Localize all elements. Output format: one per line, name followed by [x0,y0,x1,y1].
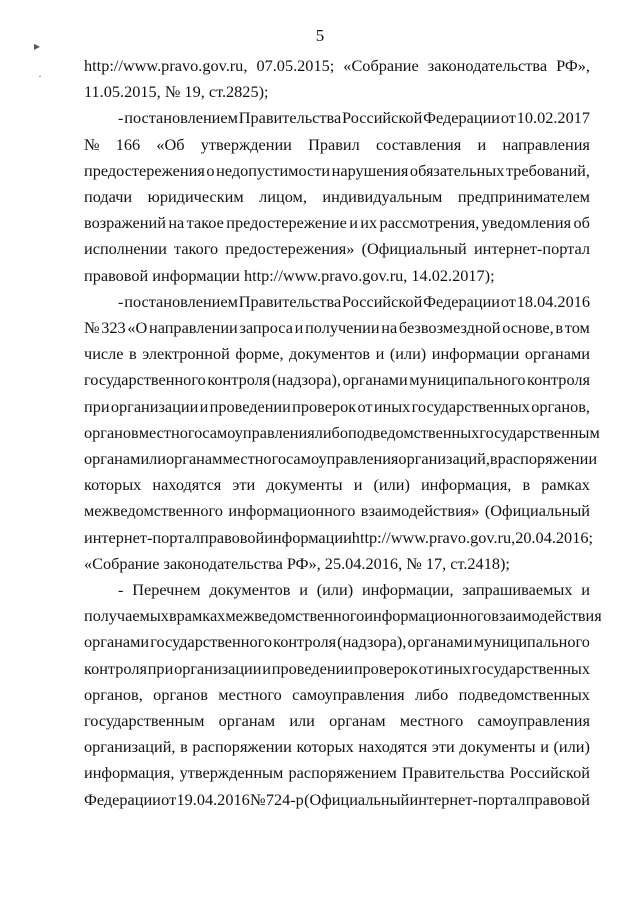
word: информационного [228,501,356,521]
word: муниципального [473,632,590,652]
word: рамках [541,475,590,495]
word: от [418,658,434,678]
word: 18.04.2016 [516,291,590,311]
word: документы [459,737,536,757]
word: в [180,737,188,757]
word: утверждении [200,134,292,154]
word: местного [218,684,282,704]
word: от [500,108,516,128]
word: 14.02.2017); [411,265,495,285]
word: получаемых [84,606,169,626]
word: форме, [235,344,284,364]
word: такого [174,239,219,259]
word: утвержденным [179,763,284,783]
word: либо [414,684,449,704]
word: и [349,213,358,233]
word: от [500,291,516,311]
word: Правительства [238,108,342,128]
word: от [357,396,373,416]
word: контроля [84,658,147,678]
word: органам [218,711,276,730]
word: (или) [389,344,427,364]
word: (надзора), [337,632,407,652]
word: 25.04.2016, [324,553,407,573]
word: «Собрание [84,553,164,573]
text-line [84,187,590,207]
word: и [375,344,385,364]
word: о [206,160,215,180]
text-line [84,554,590,574]
word: электронной [142,344,230,364]
word: в [168,606,177,626]
word: органам [84,449,141,468]
word: на [381,318,398,337]
text-line [84,239,590,259]
word: № [164,82,185,102]
word: постановлением [124,108,238,128]
word: индивидуальным [322,187,443,206]
word: информации, [361,580,454,599]
word: Российской [342,291,423,311]
word: правовой [199,527,265,547]
word: эти [232,475,256,495]
word: документы [266,475,343,495]
word: и [294,318,304,337]
word: нарушения [331,160,409,180]
word: при [147,658,174,678]
word: информации [264,527,352,547]
word: или [140,449,166,468]
word: проведении [271,658,354,678]
word: информационного [364,606,492,626]
word: распоряжении [192,737,292,757]
word: предостережение [226,213,347,233]
word: (надзора), [271,370,341,390]
word: информации [431,344,520,364]
word: взаимодействия [491,606,602,626]
word: либо [314,422,348,442]
word: взаимодействия» [360,501,480,521]
scan-mark: · [38,69,42,83]
word: государственным [84,711,205,730]
word: - [118,108,124,128]
word: предпринимателем [457,187,590,206]
word: такое [186,213,224,233]
word: (Официальный [304,789,410,809]
word: № [84,318,100,337]
word: информации [152,265,244,285]
word: законодательства [163,553,287,573]
word: и [540,737,549,757]
word: Российской [509,763,590,783]
page-number: 5 [315,26,325,45]
word: Федерации [84,789,161,809]
word: местного [399,711,464,730]
word: интернет-портал [409,789,526,809]
word: от [161,789,177,809]
word: органов [153,684,208,704]
word: (или) [373,475,410,495]
word: возражений [84,213,166,233]
text-line [84,632,590,652]
word: подведомственных [458,684,590,704]
text-line [84,606,602,626]
word: органами [342,370,408,390]
word: направления [502,134,590,154]
word: органов [84,422,139,442]
word: иных [373,396,411,416]
word: 19.04.2016 [176,789,250,809]
word: самоуправления [285,449,399,468]
text-line [84,475,590,495]
word: контроля [207,370,271,390]
word: числе [84,344,124,364]
word: информация, [84,763,175,783]
word: проведении [209,396,291,416]
word: № [406,553,426,573]
word: требований, [505,160,590,180]
word: № [84,134,100,154]
word: находятся [358,737,428,757]
word: интернет-портал [473,239,590,259]
word: органов, [531,396,590,416]
word: Правительства [238,291,342,311]
text-line [84,213,590,233]
word: органами [524,344,590,364]
word: которых [296,737,354,757]
word: предостережения [84,160,205,180]
word: организаций, [84,737,176,757]
word: законодательства [427,56,548,75]
word: - [118,580,124,599]
word: организации [174,658,262,678]
scan-mark: ▸ [34,39,41,53]
text-line [84,397,590,417]
text-line [118,108,590,128]
word: безвозмездной [398,318,501,337]
word: документов [289,344,371,364]
word: http://www.pravo.gov.ru, [351,527,516,547]
word: при [84,396,110,416]
word: подачи [84,187,133,206]
text-line [84,763,590,783]
word: организации [110,396,199,416]
word: 11.05.2015, [84,82,165,102]
word: органам [166,449,223,468]
text-line [84,135,590,155]
word: Правил [308,134,360,154]
text-line [84,711,590,731]
word: Перечнем [132,580,201,599]
word: распоряжением [288,763,397,783]
word: информация, [420,475,512,495]
word: самоуправления [292,684,405,704]
text-line [84,737,590,757]
word: исполнении [84,239,167,259]
word: органам [329,711,386,730]
word: и [581,580,590,599]
word: (Официальный [484,501,590,521]
word: органов, [84,684,143,704]
word: 17, [425,553,451,573]
word: предостережения» [225,239,355,259]
word: «О [127,318,148,337]
word: 07.05.2015; [256,56,335,75]
word: иных [434,658,471,678]
word: том [564,318,590,337]
word: контроля [527,370,590,390]
word: государственного [150,632,273,652]
word: 323 [101,318,126,337]
word: правовой [84,265,153,285]
word: государственного [84,370,206,390]
word: распоряжении [497,449,598,468]
word: органами [407,632,473,652]
word: муниципального [409,370,526,390]
text-line [84,82,590,102]
word: органами [84,632,150,652]
text-line [84,501,590,521]
word: организаций, [398,449,490,468]
word: и [477,134,487,154]
word: государственным [479,422,600,442]
word: и [353,475,363,495]
text-line [84,422,600,443]
word: проверок [353,658,418,678]
word: об [573,213,590,233]
word: уведомления [481,213,572,233]
word: или [289,711,315,730]
word: эти [431,737,455,757]
text-line [84,56,590,76]
text-line [84,266,590,286]
word: в [555,318,564,337]
word: и [262,658,271,678]
word: ст.2418); [450,553,510,573]
word: их [360,213,378,233]
word: и [199,396,209,416]
word: документов [209,580,291,599]
word: запроса [239,318,293,337]
word: подведомственных [347,422,480,442]
word: 724-р [265,789,304,809]
word: РФ», [556,56,590,75]
word: 20.04.2016; [515,527,593,547]
word: самоуправления [202,422,315,442]
word: получении [305,318,380,337]
word: находятся [152,475,222,495]
text-line [84,344,590,364]
word: запрашиваемых [462,580,573,599]
word: в [129,344,137,364]
word: которых [84,475,142,495]
word: 10.02.2017 [516,108,590,128]
text-line [84,790,590,810]
word: недопустимости [216,160,331,180]
word: (Официальный [361,239,467,259]
word: 19, [184,82,209,102]
word: - [118,291,124,311]
word: составления [375,134,462,154]
word: Федерации [423,291,501,311]
word: местного [222,449,286,468]
word: контроля [273,632,337,652]
text-line [84,685,590,705]
word: «Об [156,134,185,154]
text-line [84,449,598,469]
word: и [299,580,308,599]
text-line [84,318,590,338]
word: 166 [115,134,141,154]
word: (или) [316,580,354,599]
word: Правительства [402,763,505,783]
text-line [84,659,590,679]
word: постановлением [124,291,238,311]
word: местного [138,422,203,442]
word: в [489,449,498,468]
word: рамках [176,606,226,626]
word: http://www.pravo.gov.ru, [243,265,412,285]
text-line [84,161,590,181]
word: ст.2825); [208,82,269,102]
text-line [118,580,590,600]
text-line [84,527,593,548]
word: лицом, [259,187,307,206]
word: № [250,789,266,809]
word: основе, [502,318,554,337]
word: государственных [411,396,530,416]
word: http://www.pravo.gov.ru, [84,56,248,75]
word: интернет-портал [84,527,200,547]
word: межведомственного [84,501,223,521]
word: «Собрание [343,56,419,75]
word: (или) [553,737,590,757]
word: межведомственного [225,606,365,626]
word: правовой [525,789,590,809]
word: направлении [148,318,238,337]
word: в [522,475,531,495]
word: Российской [342,108,423,128]
word: Федерации [423,108,501,128]
word: юридическим [147,187,244,206]
word: обязательных [409,160,505,180]
word: РФ», [286,553,325,573]
word: рассмотрения, [379,213,480,233]
text-line [118,292,590,312]
word: проверок [292,396,357,416]
word: на [168,213,185,233]
word: самоуправления [477,711,590,730]
text-line [84,370,590,390]
word: государственных [471,658,590,678]
